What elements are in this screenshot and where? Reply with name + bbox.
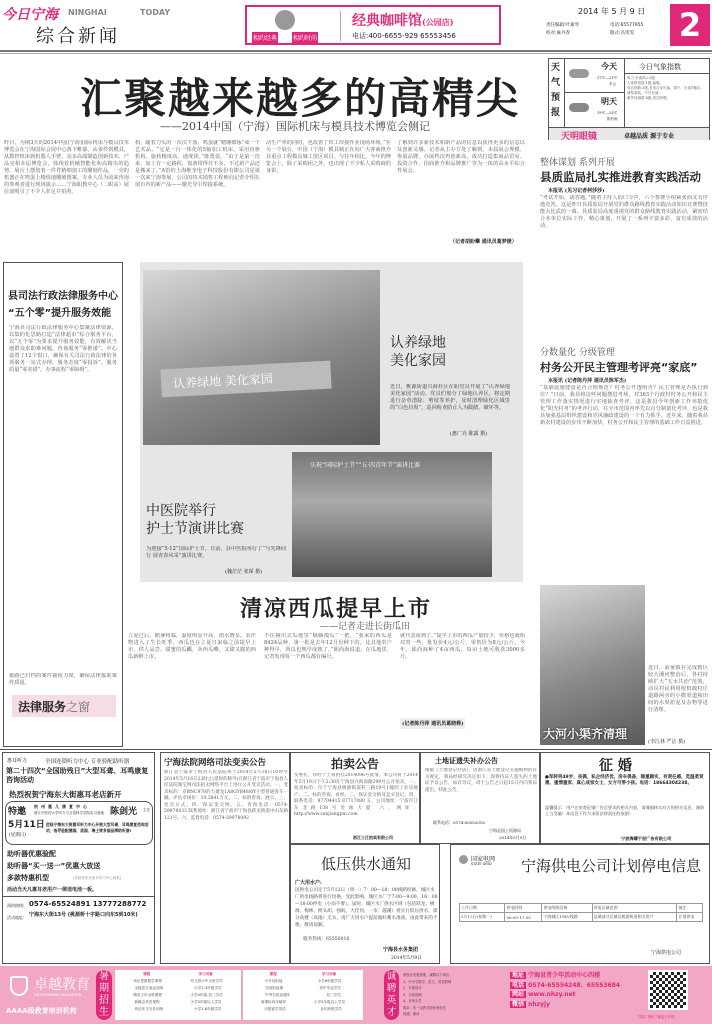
phone-row bbox=[510, 981, 620, 991]
power-org: 宁海供电公司 bbox=[651, 950, 682, 956]
ad-slogan-2: 相约时尚 bbox=[292, 32, 318, 43]
court-notice bbox=[160, 752, 290, 964]
legal-body-end: 拨路已归档的案件抽检力度，确保法律援助案件质量。 bbox=[9, 673, 117, 686]
river-credit: (李江林 严洁 摄) bbox=[648, 739, 686, 745]
water-title: 低压供水通知 bbox=[321, 855, 412, 873]
course-target: 小学6年级学员 bbox=[317, 979, 342, 983]
green-photo bbox=[143, 270, 380, 445]
cell-time: 06:00-17:00 bbox=[505, 913, 542, 922]
cloud-icon bbox=[569, 69, 589, 78]
phone-tag: 电话 bbox=[512, 981, 525, 989]
cell-note: 计划停电 bbox=[677, 913, 703, 922]
logo-en-2: TODAY bbox=[140, 8, 171, 17]
course-row bbox=[247, 999, 359, 1006]
address-tag: 地址 bbox=[512, 972, 525, 979]
layout-editor: 版式:冯雯雯 bbox=[610, 31, 635, 36]
article-village-kicker: 分数量化 分级管理 bbox=[540, 348, 615, 358]
recruit-text bbox=[403, 972, 503, 1018]
invite-expert-role: 主任 bbox=[143, 808, 150, 812]
col-note: 备注 bbox=[677, 904, 703, 913]
hearing-top: 全国连锁听力中心 专业验配助听器 bbox=[45, 759, 130, 765]
course-row bbox=[119, 992, 237, 999]
court-title: 宁海法院网络司法变卖公告 bbox=[164, 758, 267, 768]
course-name: 新课标同步辅导 bbox=[260, 1000, 287, 1004]
article-village-body: “基础设施建设是否合理规范？村务公开透明否？民主管理是否执行到位？”日前，我县将这些问题摆进考场，对363个行政村村务公开和民主管理工作落实情况进行实地抽查考评。这是我县今年创新工作举措优化“阳光村务”的考评行动，在全市范围内率先以百分制量化考评，也是我县加强基层组织建设和党风廉政建设的一个有力抓手。近年来，随着我县新农村建设的步伐不断加快，村务公开和民主管理的基础工作日益推进。 bbox=[540, 385, 708, 426]
col-date: 工作日期 bbox=[460, 904, 505, 913]
course-name: 出国留学英语 bbox=[264, 1007, 286, 1011]
cell-line: 宁海城区10kV线路 bbox=[542, 913, 592, 922]
index-uv: 紫外线指数:4级,须注防晒。 bbox=[627, 96, 671, 100]
proofreader: 校对:麻丹春 bbox=[546, 31, 571, 36]
recruit-line: 因校区发展需要，诚聘以下岗位： bbox=[403, 973, 453, 977]
course-name: 小升初衔接 bbox=[264, 979, 283, 983]
legal-footer-banner bbox=[12, 695, 116, 717]
course-header: 课程 bbox=[143, 972, 151, 976]
course-row bbox=[247, 978, 359, 985]
school-phone: 0574-65554248、65553684 bbox=[528, 981, 621, 989]
education-ad[interactable] bbox=[0, 966, 712, 1024]
recruit-line: 待遇：面谈 bbox=[403, 1012, 420, 1016]
index-clothing: 穿衣指数:3级,宜适合穿长袖、裙子、长袖T恤衫、薄型套装、牛仔长裤。 bbox=[627, 86, 704, 95]
marriage-company: 宁波海曙于辰广告有限公司 bbox=[621, 836, 672, 841]
lead-col-3: 动生产率的同时，也改善了焊工焊接作业现场环境。”在另一个展台，中国（宁海）模具城正在向广大客商推介县重点工程模具城工贸区项目。与往年相比，今年的博览会上，除了采购团之外，也出现了不少私人采购商的身影。 bbox=[266, 140, 391, 174]
website-tag: 网站 bbox=[512, 991, 525, 998]
rain-cloud-icon bbox=[569, 103, 589, 112]
school-wechat: nhzyjy bbox=[528, 1000, 551, 1008]
weather-box bbox=[548, 58, 710, 140]
legal-service-box bbox=[3, 262, 123, 747]
tomorrow-temp: 19℃—25℃ bbox=[597, 111, 618, 115]
nurse-photo bbox=[292, 452, 492, 577]
auction-body: 受委托，拜经宁土资拍挂2014096号批准，本公司将于2014年5月19日下午2:30在宁海县兴海南路299号公开拍卖。一、拍卖标的：位于宁海县桃源街道科三路19号1幢的工业房地产。二、标的咨询、看样。三、保证金交纳及竞买登记。四、联系电话：87704415 87717080 五、公司地址：宁波市江东北路138号金瓯大厦 六、网址：http://www.sanjiangpm.com bbox=[294, 773, 418, 817]
tomorrow-desc: 阴有雨 bbox=[607, 117, 618, 121]
course-name: 全能语文表达训练 bbox=[134, 986, 164, 990]
course-name: 中考名校直通车 bbox=[265, 993, 291, 997]
course-list bbox=[119, 978, 237, 1013]
marriage-warning: 温馨提示：用户在审查征婚广告后要求的相关内容，请谨慎核实对方的相关信息，谨防上当受骗！本信息不作为承担法律责任的依据！ bbox=[545, 805, 705, 816]
event-desc: 莅临宁海东大街惠耳听力中心开展大型耳聋、耳鸣康复咨询活动，指导验配德国、美国、瑞士等多国品牌助听器! bbox=[46, 822, 149, 833]
melon-col-2: 不住摘出去瓜地里“顺藤摸瓜”一把。“我家的西瓜是8424品种，第一批是去年12月份种下的，比其他农户种得早，所以也熟早成熟了。”邱尚海说道。在瓜地里，记者发现每一个西瓜都有编号。 bbox=[264, 633, 392, 660]
hearing-h2: 热烈祝贺宁海东大街惠耳老店新开 bbox=[9, 790, 122, 799]
issue-date: 2014 年 5 月 9 日 bbox=[578, 7, 646, 16]
recruit-line: 1、中小学数学、语文、英语教师 bbox=[403, 979, 452, 984]
address-row bbox=[510, 971, 620, 981]
nurse-title-1: 中医院举行 bbox=[146, 503, 216, 519]
power-title: 宁海供电公司计划停电信息 bbox=[521, 857, 702, 875]
land-body: 根据《土地登记办法》，因浙江省土地登记实施细则的有关规定，我局经研究决定如下：现将持证人遗失的土地证予以公告，如有异议，请于公告之日起15日内向我局提出。特此公告。 bbox=[425, 768, 537, 793]
water-body: 因供电公司定于5月12日（周一）7：00—18：00线路检修，城区水厂供电线路将进行切换，受此影响，城区水厂于7:00—9:00、16：00—18:00停电（小雨不要）。届时，城区水厂供水区域（包括跃龙、桃源、梅林、桥头胡、强蛟、大佳何、一市、越溪）将实行低压供水，部分高楼（高地）无水，请广大用水户提前做好蓄水准备，由此带来的不便，敬请谅解。 bbox=[295, 888, 438, 928]
event-weekday: (星期日) bbox=[9, 833, 27, 838]
page-number: 2 bbox=[670, 4, 710, 46]
melon-byline: (记者陈丹萍 通讯员葛晓桦) bbox=[400, 718, 465, 729]
cell-area: 县城部分区域及桃源街道相关用户 bbox=[592, 913, 677, 922]
green-banner: 认养绿地 美化家园 bbox=[160, 361, 331, 398]
index-title: 今日气象指数 bbox=[639, 63, 681, 71]
legal-title-2: “五个零”提升服务效能 bbox=[8, 308, 112, 319]
course-row bbox=[119, 999, 237, 1006]
recruit-line: 4、市场专员 bbox=[403, 999, 422, 1003]
event-date: 5月11日 bbox=[8, 820, 45, 830]
lead-headline: 汇聚越来越多的高精尖 bbox=[80, 74, 521, 123]
water-hotline: 服务热线：65550018 bbox=[303, 937, 350, 942]
article-village-byline: 本报讯 (记者陈丹萍 通讯员陈军杰) bbox=[548, 378, 627, 384]
top-ad[interactable] bbox=[245, 5, 501, 45]
lead-col-2: 构，随着刀头的一次次下落，鸣蛋就“精雕细琢”成一个艺术品。“它是一台一体化的5轴加工机床，采用直驱机构，旋转精度高，速度快。”陈勇说。“由于是第一次来，加上有一定路程，设备带得并不多，不过新产品还是搬来了。”A馆的上海维奎电子科技股份有限公司是第一次来宁海参展，公司的技术销售工程师向记者介绍在展台内的新产品——激光导引焊接系统。 bbox=[135, 140, 260, 188]
stage-banner: 庆祝“国际护士节”“五·四青年节”演讲比赛 bbox=[310, 462, 421, 469]
logo-en-1: NINGHAI bbox=[68, 8, 107, 17]
green-caption: 近日，桃源街道兴海社区在职党员开展了“认养绿地 美化家园”活动。党员们划分了绿地认养区，将定期进行杂草清除、剪枝等养护，及时清理绿化区域里的“白色垃圾”，巡回检查防止人为践踏、破坏等。 bbox=[390, 384, 510, 411]
nurse-title-2: 护士节演讲比赛 bbox=[146, 521, 244, 537]
weather-label: 天气预报 bbox=[551, 63, 561, 118]
course-target: 小学4年级-初三学员 bbox=[190, 993, 223, 997]
river-cleanup-photo bbox=[540, 585, 645, 745]
auction-company: 浙江三江拍卖有限公司 bbox=[353, 835, 393, 840]
section-title: 综合新闻 bbox=[36, 26, 120, 47]
hearing-invite-box bbox=[5, 801, 153, 845]
qr-code-icon[interactable] bbox=[648, 970, 688, 1010]
marriage-ad bbox=[540, 752, 710, 844]
website-row bbox=[510, 990, 620, 1000]
land-contact: 联系电话：0574-65552016 bbox=[433, 820, 485, 825]
col-time: 停电时间 bbox=[505, 904, 542, 913]
today-desc: 多云 bbox=[609, 82, 616, 86]
green-title-1: 认养绿地 bbox=[390, 335, 446, 351]
auction-notice bbox=[290, 752, 420, 844]
water-date: 2014年5月9日 bbox=[391, 956, 422, 961]
invite-label: 特邀 bbox=[8, 807, 27, 817]
invite-expert: 陈剑光 bbox=[110, 807, 138, 817]
tomorrow-label: 明天 bbox=[601, 96, 617, 106]
offer-3: 多款特惠机型 bbox=[7, 874, 49, 882]
school-website[interactable]: www.nhzy.net bbox=[528, 991, 576, 998]
melon-col-3: 就代表成熟了。”提早上市的西瓜产量较少，价格也就相对贵一些，批发价4元/公斤，零售价为8元/公斤。今年，邱尚海种了4亩西瓜，每亩土地可收获3000多斤。 bbox=[400, 633, 525, 660]
header-rule bbox=[0, 50, 712, 54]
course-table-2 bbox=[243, 970, 363, 1020]
recruit-line: 2、平面设计 bbox=[403, 986, 422, 990]
outage-table bbox=[459, 903, 703, 922]
cafe-phone: 电话:400-6655-929 65553456 bbox=[352, 32, 456, 40]
grid-brand: 国家电网 bbox=[471, 856, 496, 863]
outage-table-header bbox=[460, 904, 703, 913]
green-title-2: 美化家园 bbox=[390, 353, 446, 369]
course-target: 初中毕业学员 bbox=[319, 986, 341, 990]
course-row bbox=[119, 978, 237, 985]
cell-date: 5月12日(星期一) bbox=[460, 913, 505, 922]
article-quality-body: “考试开始，请答题。”随着主持人的口令声，六个参赛小组紧张而又有序地竞答。这是昨日县质监局开展党的群众路线教育实践活动知识竞赛暨技能大比武的一幕。县质监局高度重视党的群众路线教育实践活动，紧密结合本单位实际工作，精心策划，开展了一系列丰富多彩、富有成效的活动。 bbox=[540, 195, 708, 229]
melon-col-1: 立夏过后，酷暑将临，温度明显升高，雨水增多，农作物进入了生长旺季。西瓜也在立夏日来临之前提早上市，供人品尝。甜蜜的瓜瓤，卖西瓜嘞，又甜又脆的西瓜新鲜上市。 bbox=[128, 633, 256, 660]
melon-headline: 清凉西瓜提早上市 bbox=[240, 597, 433, 622]
index-comfort: 人体舒适度:1级,偏暖。 bbox=[627, 81, 664, 85]
auction-title: 拍卖公告 bbox=[331, 757, 380, 771]
course-name: 快乐思维数学课程 bbox=[133, 979, 162, 983]
today-temp: 17℃—21℃ bbox=[597, 76, 618, 80]
photo-panel bbox=[140, 262, 523, 582]
editor: 责任编辑:叶素琴 bbox=[546, 23, 580, 28]
course-list-2 bbox=[247, 978, 359, 1013]
course-name: 精英少年全科课程 bbox=[133, 993, 162, 997]
legal-title-1: 县司法行政法律服务中心 bbox=[8, 291, 118, 302]
phone: 电话:65577955 bbox=[610, 23, 644, 28]
river-photo-overlay: 大河小渠齐清理 bbox=[543, 727, 628, 741]
article-village-title: 村务公开民主管理考评亮“家底” bbox=[540, 361, 698, 374]
nurse-caption: 为迎接“5·12”国际护士节，日前，县中医院举行了“与先锋同行 展青春风采”演讲比赛。 bbox=[146, 546, 286, 559]
river-caption: 近日，前童镇在完成辖区较大溪河整治后，各村持续扩大“五水共治”范围，动员村民利用挖机疏村庄道路两旁的小微渠道和田间的水渠淤泥及杂物等进行清理。 bbox=[648, 665, 708, 713]
course-target: 各年龄段学员 bbox=[320, 1007, 342, 1011]
school-address: 宁海县青少年活动中心四楼 bbox=[528, 972, 601, 979]
invite-center: 杭州惠儿康复中心 bbox=[34, 804, 90, 809]
ad-section-rule bbox=[0, 749, 712, 750]
course-target: 小学3年级以上学员 bbox=[313, 1000, 346, 1004]
gift-note: 活动当天凡惠耳老用户一律送电池一板。 bbox=[7, 887, 98, 893]
land-title: 土地证遗失补办公告 bbox=[435, 757, 498, 765]
article-quality-kicker: 整体谋划 系列开展 bbox=[540, 158, 615, 168]
school-grade: AAAA级教育培训机构 bbox=[6, 1007, 77, 1015]
masthead bbox=[0, 0, 712, 52]
water-notice bbox=[290, 844, 440, 964]
school-name-en: OUTSTANDING EDUCATION bbox=[34, 993, 82, 997]
glasses-ad[interactable] bbox=[549, 127, 709, 140]
school-name: 卓越教育 bbox=[34, 977, 90, 993]
offer-note: (详情请见各惠耳听力中心海报) bbox=[73, 876, 122, 880]
recruit-line: 3、行政管理 bbox=[403, 992, 422, 997]
cafe-branch: (公园店) bbox=[422, 17, 454, 27]
hearing-ad[interactable] bbox=[2, 752, 155, 964]
court-body: 浙江省宁波市宁海县人民法院将于2014年5月16日10时至2014年5月16日22时止(延时的除外)在浙江省宁波市宁海县人民法院淘宝网司法拍卖网络平台上进行公开变卖活动。一、变卖标的：京BNC978的大捷龙1A8GYB48/6Y小型普通客车一辆。评估市场价：10.2841万元。二、标的咨询、展示。三、变卖方式。四、保证金交纳。五、咨询电话：0574-59978033 联系地址：浙江省宁波市宁海县跃龙街道中山东路121号。六、监督电话：0574-59978092 bbox=[164, 770, 288, 821]
today-label: 今天 bbox=[601, 61, 617, 71]
land-org: 宁海县国土资源局 bbox=[489, 828, 521, 833]
nurse-credit: (魏茫茫 张琛 摄) bbox=[225, 569, 263, 575]
recruit-badge: 诚聘英才 bbox=[384, 970, 399, 1020]
hearing-h1: 第二十四次“全国助残日”大型耳聋、耳鸣康复咨询活动 bbox=[6, 767, 149, 784]
wechat-row bbox=[510, 1000, 620, 1010]
power-outage-notice bbox=[450, 844, 710, 964]
course-target: 幼儿园小中大班学员 bbox=[190, 979, 223, 983]
water-to: 广大用水户: bbox=[295, 880, 322, 886]
summer-badge: 暑期招生 bbox=[96, 970, 112, 1020]
marriage-body: ●军转男49岁，丧偶，私企经济优，房车俱备，稳重踏实，有责任感，觅温柔贤惠、重情重家、真心成家女士，女方可带小孩。电话：18664304238。 bbox=[545, 775, 704, 786]
course-target: 小学1-3年级学员 bbox=[194, 986, 222, 990]
course-header-2: 课程 bbox=[269, 972, 277, 976]
lead-subtitle: ——2014中国（宁海）国际机床与模具技术博览会侧记 bbox=[160, 120, 430, 133]
land-notice bbox=[420, 752, 540, 844]
legal-footer-1: 法律服务 bbox=[18, 700, 67, 714]
course-row bbox=[247, 992, 359, 999]
hearing-brand: 惠耳听力 bbox=[7, 758, 28, 764]
index-wind: 风力:东南风2-3级 bbox=[627, 76, 655, 80]
article-quality-title: 县质监局扎实推进教育实践活动 bbox=[540, 170, 701, 184]
divider bbox=[340, 11, 341, 41]
course-name: 初高衔接课 bbox=[265, 986, 284, 990]
wechat-tag: 微信 bbox=[512, 1000, 525, 1008]
lead-col-1: 昨日，为期3天的2014中国(宁海)国际机床与模具技术博览会在宁海国际会展中心落下帷幕。从零件到模具，从数控机床到机器人手臂，众多高端制造创新技术、产品亮相本届博览会，体现着机械智能化和高精尖的趋势。展台上摆放着一件件精细加工的雕刻作品，一旁的机器正在鸣蛋上精炼地雕刻图案。专业人员为前来咨询的参观者进行现场演示……宁海职教中心（二职高）展位前吸引了不少人驻足并拍照。 bbox=[4, 140, 129, 195]
glasses-ad-name: 天明眼镜 bbox=[561, 132, 598, 142]
hearing-address: 宁海东大街13号 (桃源桥十字路口向东5到10米) bbox=[29, 912, 138, 918]
legal-body: 宁海县司法行政法律服务中心集聚法律资源，以集约化思路打造“法律超市”综合服务平台，以“五个零”为要求提升服务效能，有效解决当地群众求助难问题。咨询服务“零推诿”。中心设置了12个窗口，确保有关司法行政法律的各项服务一站式办理。服务态度“零投诉”。服务质量“零差错”。办事流程“零障碍”。 bbox=[9, 325, 117, 373]
green-credit: (惠广亮 陈露 摄) bbox=[450, 431, 488, 437]
glasses-ad-slogan: 卓越品质 源于专业 bbox=[624, 133, 675, 140]
addr-label: 活动地址: bbox=[7, 915, 25, 920]
course-row bbox=[119, 1006, 237, 1013]
course-target: 小学1-6年级学员 bbox=[194, 1007, 222, 1011]
course-target: 小学3年级以上学员 bbox=[190, 1000, 222, 1004]
cafe-logo-icon bbox=[275, 10, 295, 30]
melon-subtitle: ——记者走进长街瓜田 bbox=[320, 622, 411, 632]
land-date: 2014年5月9日 bbox=[499, 835, 527, 840]
course-name: 新概念英语课程 bbox=[134, 1000, 160, 1004]
course-row bbox=[119, 985, 237, 992]
water-org: 宁海县水务集团 bbox=[383, 947, 419, 953]
offer-2: 助听器“买一送一”优惠大放送 bbox=[7, 862, 101, 870]
article-quality-byline: 本报讯 (见习记者柯莎莎) bbox=[548, 188, 605, 194]
invite-org: 浙江中医药大学听力与言语科学学院实习基地 bbox=[34, 811, 104, 815]
state-grid-logo-icon bbox=[459, 855, 468, 864]
qr-note: 扫描二维码了解更多详情 bbox=[638, 1015, 675, 1019]
legal-footer-2: 之窗 bbox=[66, 700, 91, 714]
phone-label: 预约热线: bbox=[7, 903, 25, 908]
course-target: 初三学员 bbox=[326, 993, 341, 997]
target-header-2: 学习对象 bbox=[322, 972, 337, 976]
grid-brand-en: STATE GRID bbox=[471, 862, 492, 866]
course-row bbox=[247, 1006, 359, 1013]
col-area: 停电区域范围 bbox=[592, 904, 677, 913]
course-row bbox=[247, 985, 359, 992]
logo: 今日宁海 bbox=[2, 7, 58, 23]
col-line: 停电线路设备 bbox=[542, 904, 592, 913]
ad-slogan-1: 相约经典 bbox=[252, 32, 278, 43]
recruit-line: 要求：有一定教学经验者优先 bbox=[403, 1005, 446, 1010]
lead-byline: （记者胡盼攀 通讯员葛梦捷） bbox=[450, 239, 517, 245]
cafe-name: 经典咖啡馆 bbox=[352, 13, 422, 29]
table-row bbox=[460, 913, 703, 922]
course-table-1 bbox=[115, 970, 241, 1020]
marriage-title: 征 婚 bbox=[599, 758, 632, 774]
target-header: 学习对象 bbox=[198, 972, 213, 976]
hearing-phone: 0574-65524891 13777288772 bbox=[29, 900, 147, 908]
school-shield-icon bbox=[10, 976, 28, 996]
lead-col-4: 了解到许多新技术和新产品的信息以获得更多的信息以及创新灵感。记者从主办方处了解到，本届展会规模、参展品牌、办展档次再创新高，成功打造集商品贸易、投资合作、招商推介和品牌推广等为一体的高水平综合性展会。 bbox=[397, 140, 525, 174]
course-name: 快乐作文写作训练 bbox=[134, 1007, 164, 1011]
offer-1: 助听器优惠验配 bbox=[7, 850, 56, 858]
